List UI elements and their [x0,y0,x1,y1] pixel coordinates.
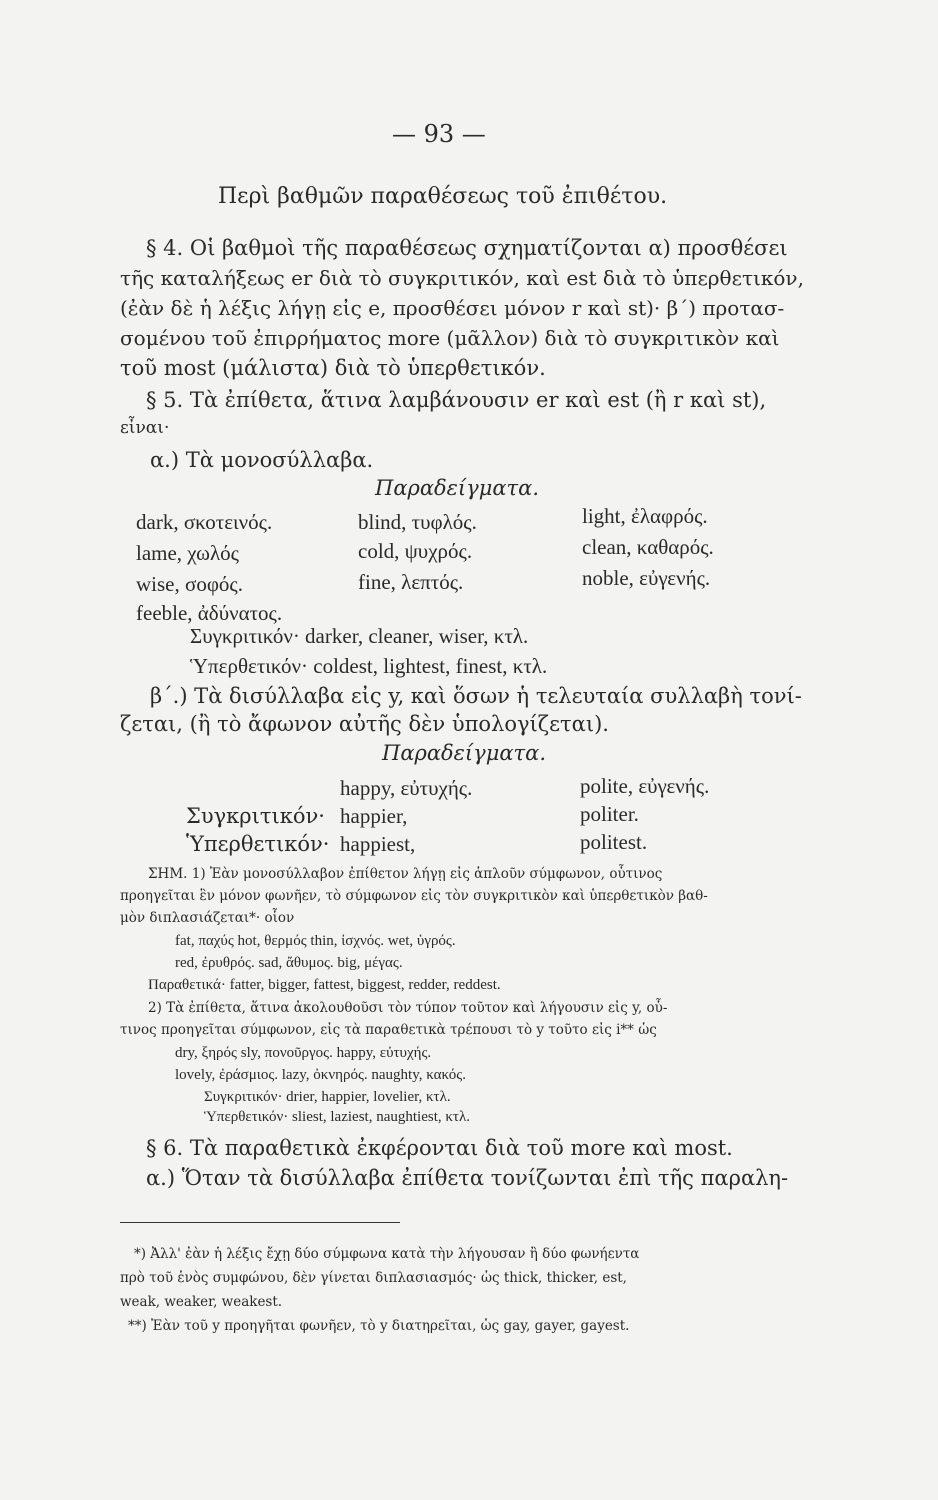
note-line: red, ἐρυθρός. sad, ἄθυμος. big, μέγας. [175,955,403,971]
section-5-line: § 5. Τὰ ἐπίθετα, ἅτινα λαμβάνουσιν er καὶ est (ἢ r καὶ st), [146,388,767,412]
note-line: Ὑπερθετικόν· sliest, laziest, naughtiest, κτλ. [204,1109,470,1125]
subsection-b-line: β΄.) Τὰ δισύλλαβα εἰς y, καὶ ὅσων ἡ τελευταία συλλαβὴ τονί- [150,684,802,708]
footnote-line: **) Ἐὰν τοῦ y προηγῆται φωνῆεν, τὸ y διατηρεῖται, ὡς gay, gayer, gayest. [128,1318,630,1334]
example-word: happier, [340,804,408,828]
example-word: politer. [580,802,639,826]
footnote-divider [120,1222,400,1223]
subsection-a: α.) Τὰ μονοσύλλαβα. [150,448,374,472]
footnote-line: weak, weaker, weakest. [120,1294,283,1310]
superlative-label: Ὑπερθετικόν· [186,832,330,856]
page-number: — 93 — [392,120,486,148]
example-word: fine, λεπτός. [358,570,464,594]
example-word: blind, τυφλός. [358,510,477,534]
superlative-examples: Ὑπερθετικόν· coldest, lightest, finest, κτλ. [190,654,548,678]
section-6-line: § 6. Τὰ παραθετικὰ ἐκφέρονται διὰ τοῦ more καὶ most. [146,1136,733,1160]
note-line: dry, ξηρός sly, πονοῦργος. happy, εὐτυχής. [175,1045,432,1061]
comparative-label: Συγκριτικόν· [186,804,325,828]
example-word: lame, χωλός [136,541,239,565]
note-line: lovely, ἐράσμιος. lazy, ὀκνηρός. naughty, κακός. [175,1067,466,1083]
chapter-heading: Περὶ βαθμῶν παραθέσεως τοῦ ἐπιθέτου. [218,184,668,209]
section-6-line: α.) Ὅταν τὰ δισύλλαβα ἐπίθετα τονίζωνται ἐπὶ τῆς παραλη- [146,1166,789,1190]
section-4-line: σομένου τοῦ ἐπιρρήματος more (μᾶλλον) διὰ τὸ συγκριτικὸν καὶ [120,326,780,350]
example-word: polite, εὐγενής. [580,774,710,798]
section-5-line: εἶναι· [120,418,170,438]
note-line: προηγεῖται ἓν μόνον φωνῆεν, τὸ σύμφωνον εἰς τὸν συγκριτικὸν καὶ ὑπερθετικὸν βαθ- [120,888,708,904]
example-word: cold, ψυχρός. [358,539,473,563]
section-4-line: τοῦ most (μάλιστα) διὰ τὸ ὑπερθετικόν. [120,356,546,380]
section-4-line: τῆς καταλήξεως er διὰ τὸ συγκριτικόν, καὶ est διὰ τὸ ὑπερθετικόν, [120,266,804,290]
note-line: ΣΗΜ. 1) Ἐὰν μονοσύλλαβον ἐπίθετον λήγῃ εἰς ἁπλοῦν σύμφωνον, οὗτινος [148,866,663,882]
footnote-line: πρὸ τοῦ ἑνὸς συμφώνου, δὲν γίνεται διπλασιασμός· ὡς thick, thicker, est, [120,1270,627,1286]
section-4-line: § 4. Οἱ βαθμοὶ τῆς παραθέσεως σχηματίζονται α) προσθέσει [146,236,788,260]
example-word: clean, καθαρός. [582,535,714,559]
note-line: 2) Τὰ ἐπίθετα, ἅτινα ἀκολουθοῦσι τὸν τύπον τοῦτον καὶ λήγουσιν εἰς y, οὗ- [148,1000,668,1016]
section-4-line: (ἐὰν δὲ ἡ λέξις λήγῃ εἰς e, προσθέσει μόνον r καὶ st)· β΄) προτασ- [120,296,785,320]
note-line: μὸν διπλασιάζεται*· οἷον [120,910,295,926]
example-word: wise, σοφός. [136,572,243,596]
note-line: fat, παχύς hot, θερμός thin, ἰσχνός. wet, ὑγρός. [175,933,456,949]
footnote-line: *) Ἀλλ' ἐὰν ἡ λέξις ἔχῃ δύο σύμφωνα κατὰ τὴν λήγουσαν ἢ δύο φωνήεντα [134,1246,640,1262]
example-word: happy, εὐτυχής. [340,776,473,800]
example-word: politest. [580,830,648,854]
example-word: happiest, [340,832,416,856]
example-word: dark, σκοτεινός. [136,510,273,534]
note-line: τινος προηγεῖται σύμφωνον, εἰς τὰ παραθετικὰ τρέπουσι τὸ y τοῦτο εἰς i** ὡς [120,1022,657,1038]
examples-label: Παραδείγματα. [375,476,540,500]
example-word: noble, εὐγενής. [582,566,711,590]
comparative-examples: Συγκριτικόν· darker, cleaner, wiser, κτλ. [190,624,529,648]
examples-label: Παραδείγματα. [382,741,547,765]
note-line: Παραθετικά· fatter, bigger, fattest, biggest, redder, reddest. [148,977,501,993]
example-word: feeble, ἀδύνατος. [136,601,283,625]
note-line: Συγκριτικόν· drier, happier, lovelier, κτλ. [204,1089,451,1105]
subsection-b-line: ζεται, (ἢ τὸ ἄφωνον αὐτῆς δὲν ὑπολογίζεται). [120,712,609,736]
example-word: light, ἐλαφρός. [582,504,708,528]
